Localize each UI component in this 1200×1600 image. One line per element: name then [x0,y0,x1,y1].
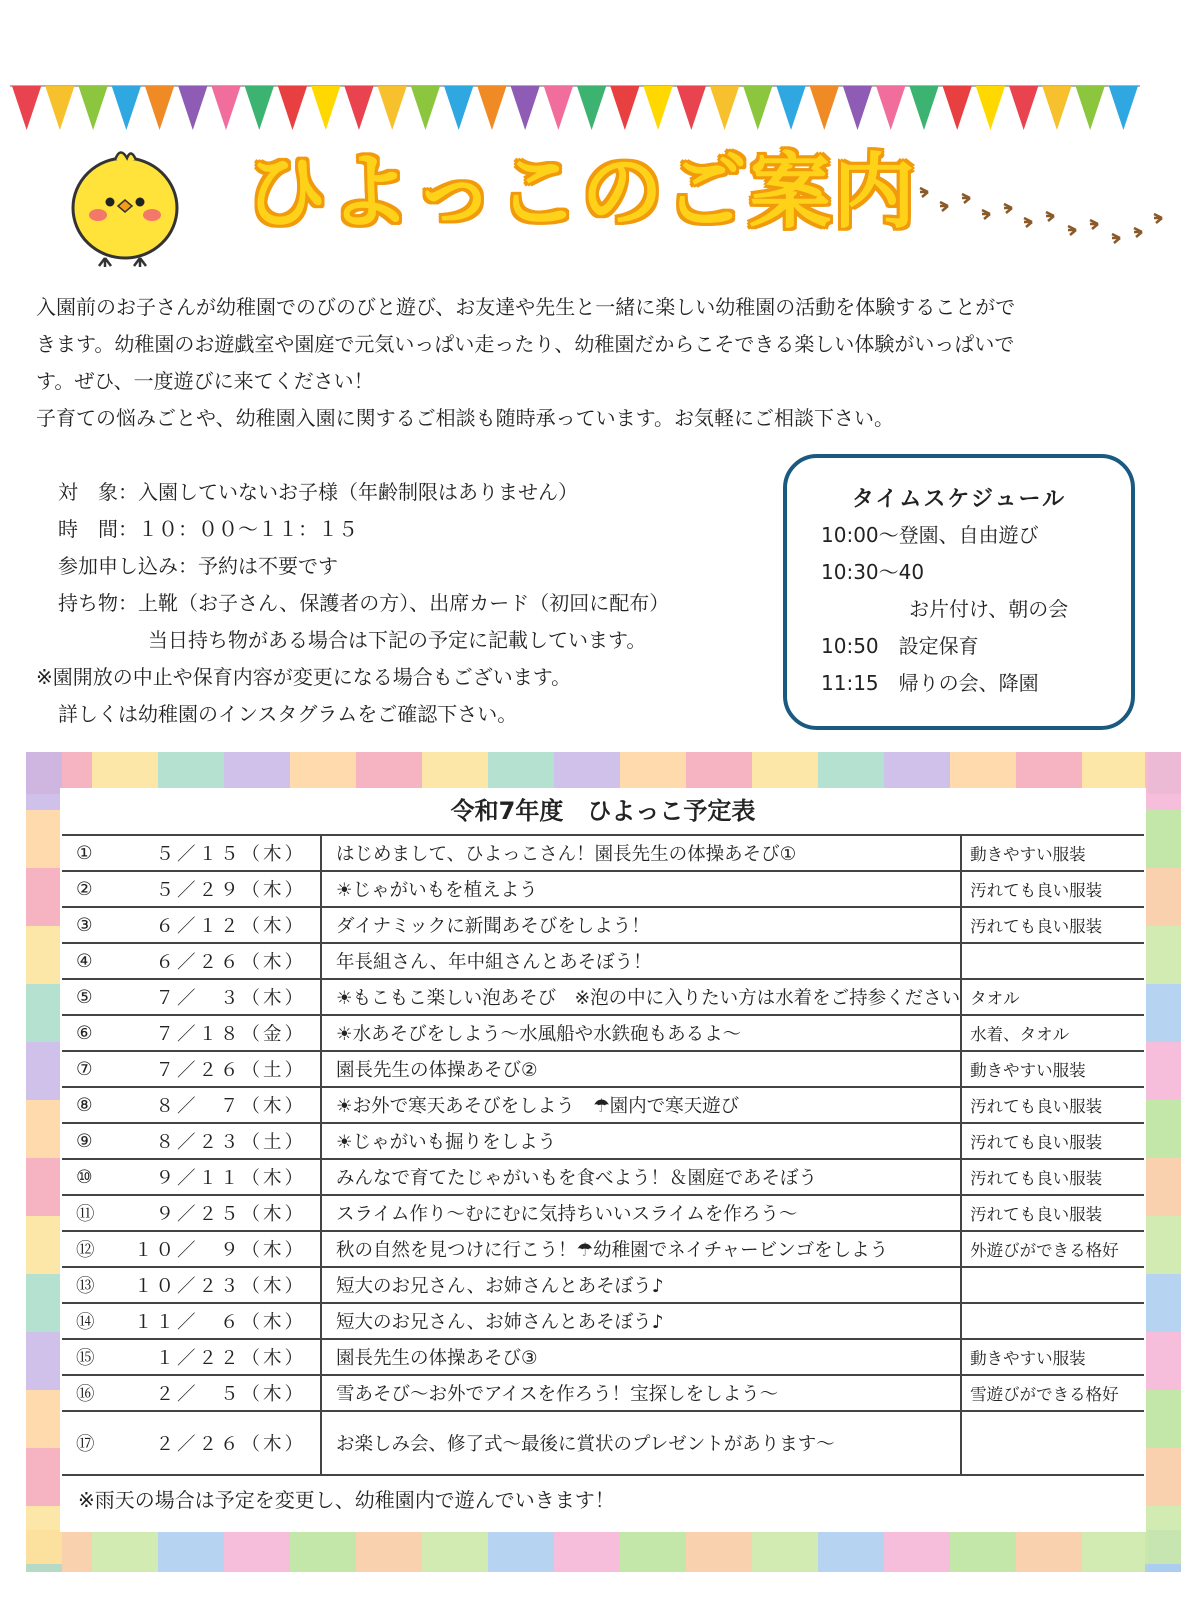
frame-tile [554,1530,620,1572]
row-note: 汚れても良い服装 [961,1123,1144,1159]
info-caution-detail: 詳しくは幼稚園のインスタグラムをご確認下さい。 [58,702,518,726]
chick-illustration [60,140,190,270]
table-row [62,1123,1144,1159]
row-note [961,943,1144,979]
bunting-flag [1109,86,1138,130]
footprint-mark [1134,228,1142,237]
row-note: 動きやすい服装 [961,1051,1144,1087]
row-date: １１／ ６（木） [134,1303,321,1339]
table-row [62,907,1144,943]
frame-tile [1145,1100,1181,1158]
table-row [62,871,1144,907]
row-number: ① [62,835,134,871]
row-activity: ☀お外で寒天あそびをしよう ☂園内で寒天遊び [321,1087,961,1123]
time-schedule-box [783,454,1135,730]
bunting-flag [178,86,207,130]
frame-tile [26,1564,62,1572]
row-number: ④ [62,943,134,979]
frame-tile [1016,1530,1082,1572]
frame-tile [620,1530,686,1572]
frame-tile [1145,1564,1181,1572]
row-activity: 短大のお兄さん、お姉さんとあそぼう♪ [321,1267,961,1303]
footprint-mark [920,188,928,197]
row-date: １／２２（木） [134,1339,321,1375]
frame-tile [26,1506,62,1564]
table-row [62,943,1144,979]
bunting-flag [810,86,839,130]
bunting-flag [710,86,739,130]
footprint-mark [940,202,948,211]
row-date: ２／２６（木） [134,1411,321,1475]
row-date: ５／２９（木） [134,871,321,907]
bunting-flag [477,86,506,130]
info-time: 時 間：１０：００～１１：１５ [58,517,358,541]
frame-tile [26,1448,62,1506]
bunting-flag [45,86,74,130]
table-title: 令和7年度 ひよっこ予定表 [450,797,756,825]
row-activity: 園長先生の体操あそび③ [321,1339,961,1375]
schedule-table [62,834,1144,1476]
bunting-flag [743,86,772,130]
row-activity: 園長先生の体操あそび② [321,1051,961,1087]
frame-tile [1082,1530,1148,1572]
row-activity: ☀じゃがいも掘りをしよう [321,1123,961,1159]
frame-tile [26,1100,62,1158]
table-row [62,1159,1144,1195]
frame-tile [1145,810,1181,868]
row-date: １０／ ９（木） [134,1231,321,1267]
table-row [62,1015,1144,1051]
row-note [961,1303,1144,1339]
bunting-flag [211,86,240,130]
schedule-row: 10:30～40 [821,560,925,584]
frame-tile [1145,926,1181,984]
bunting-flag [943,86,972,130]
table-row [62,1231,1144,1267]
bunting-flag [444,86,473,130]
bunting-flag [643,86,672,130]
bunting-flag [843,86,872,130]
bunting-flag [378,86,407,130]
row-number: ⑧ [62,1087,134,1123]
row-activity: 秋の自然を見つけに行こう！☂幼稚園でネイチャービンゴをしよう [321,1231,961,1267]
intro-line: す。ぜひ、一度遊びに来てください！ [36,369,374,393]
frame-tile [1145,1506,1181,1564]
bunting-flag [1042,86,1071,130]
row-date: ５／１５（木） [134,835,321,871]
table-row [62,1375,1144,1411]
frame-tile [92,1530,158,1572]
frame-tile [1145,1158,1181,1216]
page-title: ひよっこのご案内 [245,145,918,240]
footprint-mark [1046,212,1054,221]
info-caution: ※園開放の中止や保育内容が変更になる場合もございます。 [36,665,572,689]
frame-tile [26,1390,62,1448]
row-note: 動きやすい服装 [961,1339,1144,1375]
frame-tile [26,810,62,868]
frame-tile [752,1530,818,1572]
footprint-mark [962,194,970,203]
bunting-flag [112,86,141,130]
row-note: 動きやすい服装 [961,835,1144,871]
frame-tile [1145,1216,1181,1274]
frame-tile [686,1530,752,1572]
row-activity: ☀もこもこ楽しい泡あそび ※泡の中に入りたい方は水着をご持参ください [321,979,961,1015]
frame-tile [26,926,62,984]
frame-tile [1145,1448,1181,1506]
bunting-flag [1076,86,1105,130]
row-date: ７／ ３（木） [134,979,321,1015]
table-row [62,1267,1144,1303]
row-note: タオル [961,979,1144,1015]
row-number: ⑬ [62,1267,134,1303]
frame-tile [884,1530,950,1572]
row-activity: ☀水あそびをしよう～水風船や水鉄砲もあるよ～ [321,1015,961,1051]
intro-line: 子育ての悩みごとや、幼稚園入園に関するご相談も随時承っています。お気軽にご相談下さい。 [36,406,894,430]
bunting-flag [278,86,307,130]
row-number: ⑤ [62,979,134,1015]
bunting-flag [12,86,41,130]
row-number: ⑰ [62,1411,134,1475]
bunting-flag [577,86,606,130]
frame-tile [1145,1332,1181,1390]
bunting-flag [344,86,373,130]
row-number: ③ [62,907,134,943]
bunting-flag [909,86,938,130]
frame-tile [1145,1390,1181,1448]
table-row [62,979,1144,1015]
table-row [62,1087,1144,1123]
bunting-flag [511,86,540,130]
frame-tile [818,1530,884,1572]
frame-tile [26,1216,62,1274]
table-row [62,1303,1144,1339]
info-items-note: 当日持ち物がある場合は下記の予定に記載しています。 [148,628,647,652]
table-row [62,1411,1144,1475]
row-date: ２／ ５（木） [134,1375,321,1411]
schedule-row: 11:15 帰りの会、降園 [821,671,1039,695]
footprint-mark [1004,204,1012,213]
row-note: 雪遊びができる格好 [961,1375,1144,1411]
frame-tile [422,1530,488,1572]
row-activity: ☀じゃがいもを植えよう [321,871,961,907]
bunting-flag [677,86,706,130]
info-target: 対 象：入園していないお子様（年齢制限はありません） [58,480,578,504]
frame-tile [1145,752,1181,810]
row-number: ⑦ [62,1051,134,1087]
schedule-row: お片付け、朝の会 [909,597,1069,621]
info-apply: 参加申し込み：予約は不要です [58,554,338,578]
intro-line: きます。幼稚園のお遊戯室や園庭で元気いっぱい走ったり、幼稚園だからこそできる楽しい体験がいっぱいで [36,332,1015,356]
row-date: ９／１１（木） [134,1159,321,1195]
row-date: １０／２３（木） [134,1267,321,1303]
row-number: ⑫ [62,1231,134,1267]
row-note: 汚れても良い服装 [961,1159,1144,1195]
bunting-flag [776,86,805,130]
row-date: ７／２６（土） [134,1051,321,1087]
row-date: ８／ ７（木） [134,1087,321,1123]
bunting-flag [876,86,905,130]
bunting-flag [411,86,440,130]
row-note [961,1411,1144,1475]
frame-tile [26,1274,62,1332]
table-row [62,835,1144,871]
intro-text [36,289,1166,437]
frame-tile [950,1530,1016,1572]
bunting-flag [610,86,639,130]
frame-tile [1145,1274,1181,1332]
schedule-row: 10:00～登園、自由遊び [821,523,1039,547]
row-number: ⑭ [62,1303,134,1339]
frame-tile [1145,1042,1181,1100]
intro-line: 入園前のお子さんが幼稚園でのびのびと遊び、お友達や先生と一緒に楽しい幼稚園の活動を体験することがで [36,295,1016,319]
row-activity: みんなで育てたじゃがいもを食べよう！＆園庭であそぼう [321,1159,961,1195]
bunting-flag [78,86,107,130]
frame-tile [26,1042,62,1100]
schedule-heading: タイムスケジュール [851,487,1067,512]
row-note: 外遊びができる格好 [961,1231,1144,1267]
row-activity: スライム作り～むにむに気持ちいいスライムを作ろう～ [321,1195,961,1231]
row-note: 汚れても良い服装 [961,871,1144,907]
bunting-flag [544,86,573,130]
schedule-row: 10:50 設定保育 [821,634,979,658]
row-number: ⑨ [62,1123,134,1159]
row-number: ⑩ [62,1159,134,1195]
frame-tile [26,868,62,926]
footprint-mark [982,210,990,219]
row-activity: ダイナミックに新聞あそびをしよう！ [321,907,961,943]
footprint-mark [1154,214,1162,223]
bunting-flag [145,86,174,130]
row-activity: 年長組さん、年中組さんとあそぼう！ [321,943,961,979]
bunting-flag [1009,86,1038,130]
row-activity: はじめまして、ひよっこさん！園長先生の体操あそび① [321,835,961,871]
footprint-mark [1068,226,1076,235]
frame-tile [224,1530,290,1572]
footprint-mark [1024,218,1032,227]
row-note: 汚れても良い服装 [961,1087,1144,1123]
row-number: ⑥ [62,1015,134,1051]
bunting-flag [976,86,1005,130]
bunting-decoration [10,84,1140,134]
frame-tile [1145,868,1181,926]
row-date: ６／１２（木） [134,907,321,943]
row-note: 汚れても良い服装 [961,1195,1144,1231]
frame-tile [356,1530,422,1572]
row-number: ⑮ [62,1339,134,1375]
frame-tile [26,984,62,1042]
row-date: ８／２３（土） [134,1123,321,1159]
footprints-decoration [912,180,1167,260]
row-activity: 短大のお兄さん、お姉さんとあそぼう♪ [321,1303,961,1339]
info-items: 持ち物：上靴（お子さん、保護者の方）、出席カード（初回に配布） [58,591,670,615]
row-note [961,1267,1144,1303]
bunting-flag [311,86,340,130]
row-date: ７／１８（金） [134,1015,321,1051]
table-row [62,1051,1144,1087]
footprint-mark [1112,234,1120,243]
row-note: 水着、タオル [961,1015,1144,1051]
row-note: 汚れても良い服装 [961,907,1144,943]
row-date: ６／２６（木） [134,943,321,979]
info-section [36,474,796,733]
frame-tile [26,752,62,810]
footprint-mark [1090,220,1098,229]
frame-tile [290,1530,356,1572]
row-number: ⑯ [62,1375,134,1411]
row-number: ⑪ [62,1195,134,1231]
frame-tile [26,1332,62,1390]
frame-tile [1145,984,1181,1042]
rain-note: ※雨天の場合は予定を変更し、幼稚園内で遊んでいきます！ [78,1488,615,1512]
table-row [62,1195,1144,1231]
row-number: ② [62,871,134,907]
frame-tile [488,1530,554,1572]
schedule-table-panel [60,788,1146,1532]
row-activity: お楽しみ会、修了式～最後に賞状のプレゼントがあります～ [321,1411,961,1475]
frame-tile [158,1530,224,1572]
table-row [62,1339,1144,1375]
bunting-flag [245,86,274,130]
row-date: ９／２５（木） [134,1195,321,1231]
row-activity: 雪あそび～お外でアイスを作ろう！宝探しをしよう～ [321,1375,961,1411]
frame-tile [26,1158,62,1216]
